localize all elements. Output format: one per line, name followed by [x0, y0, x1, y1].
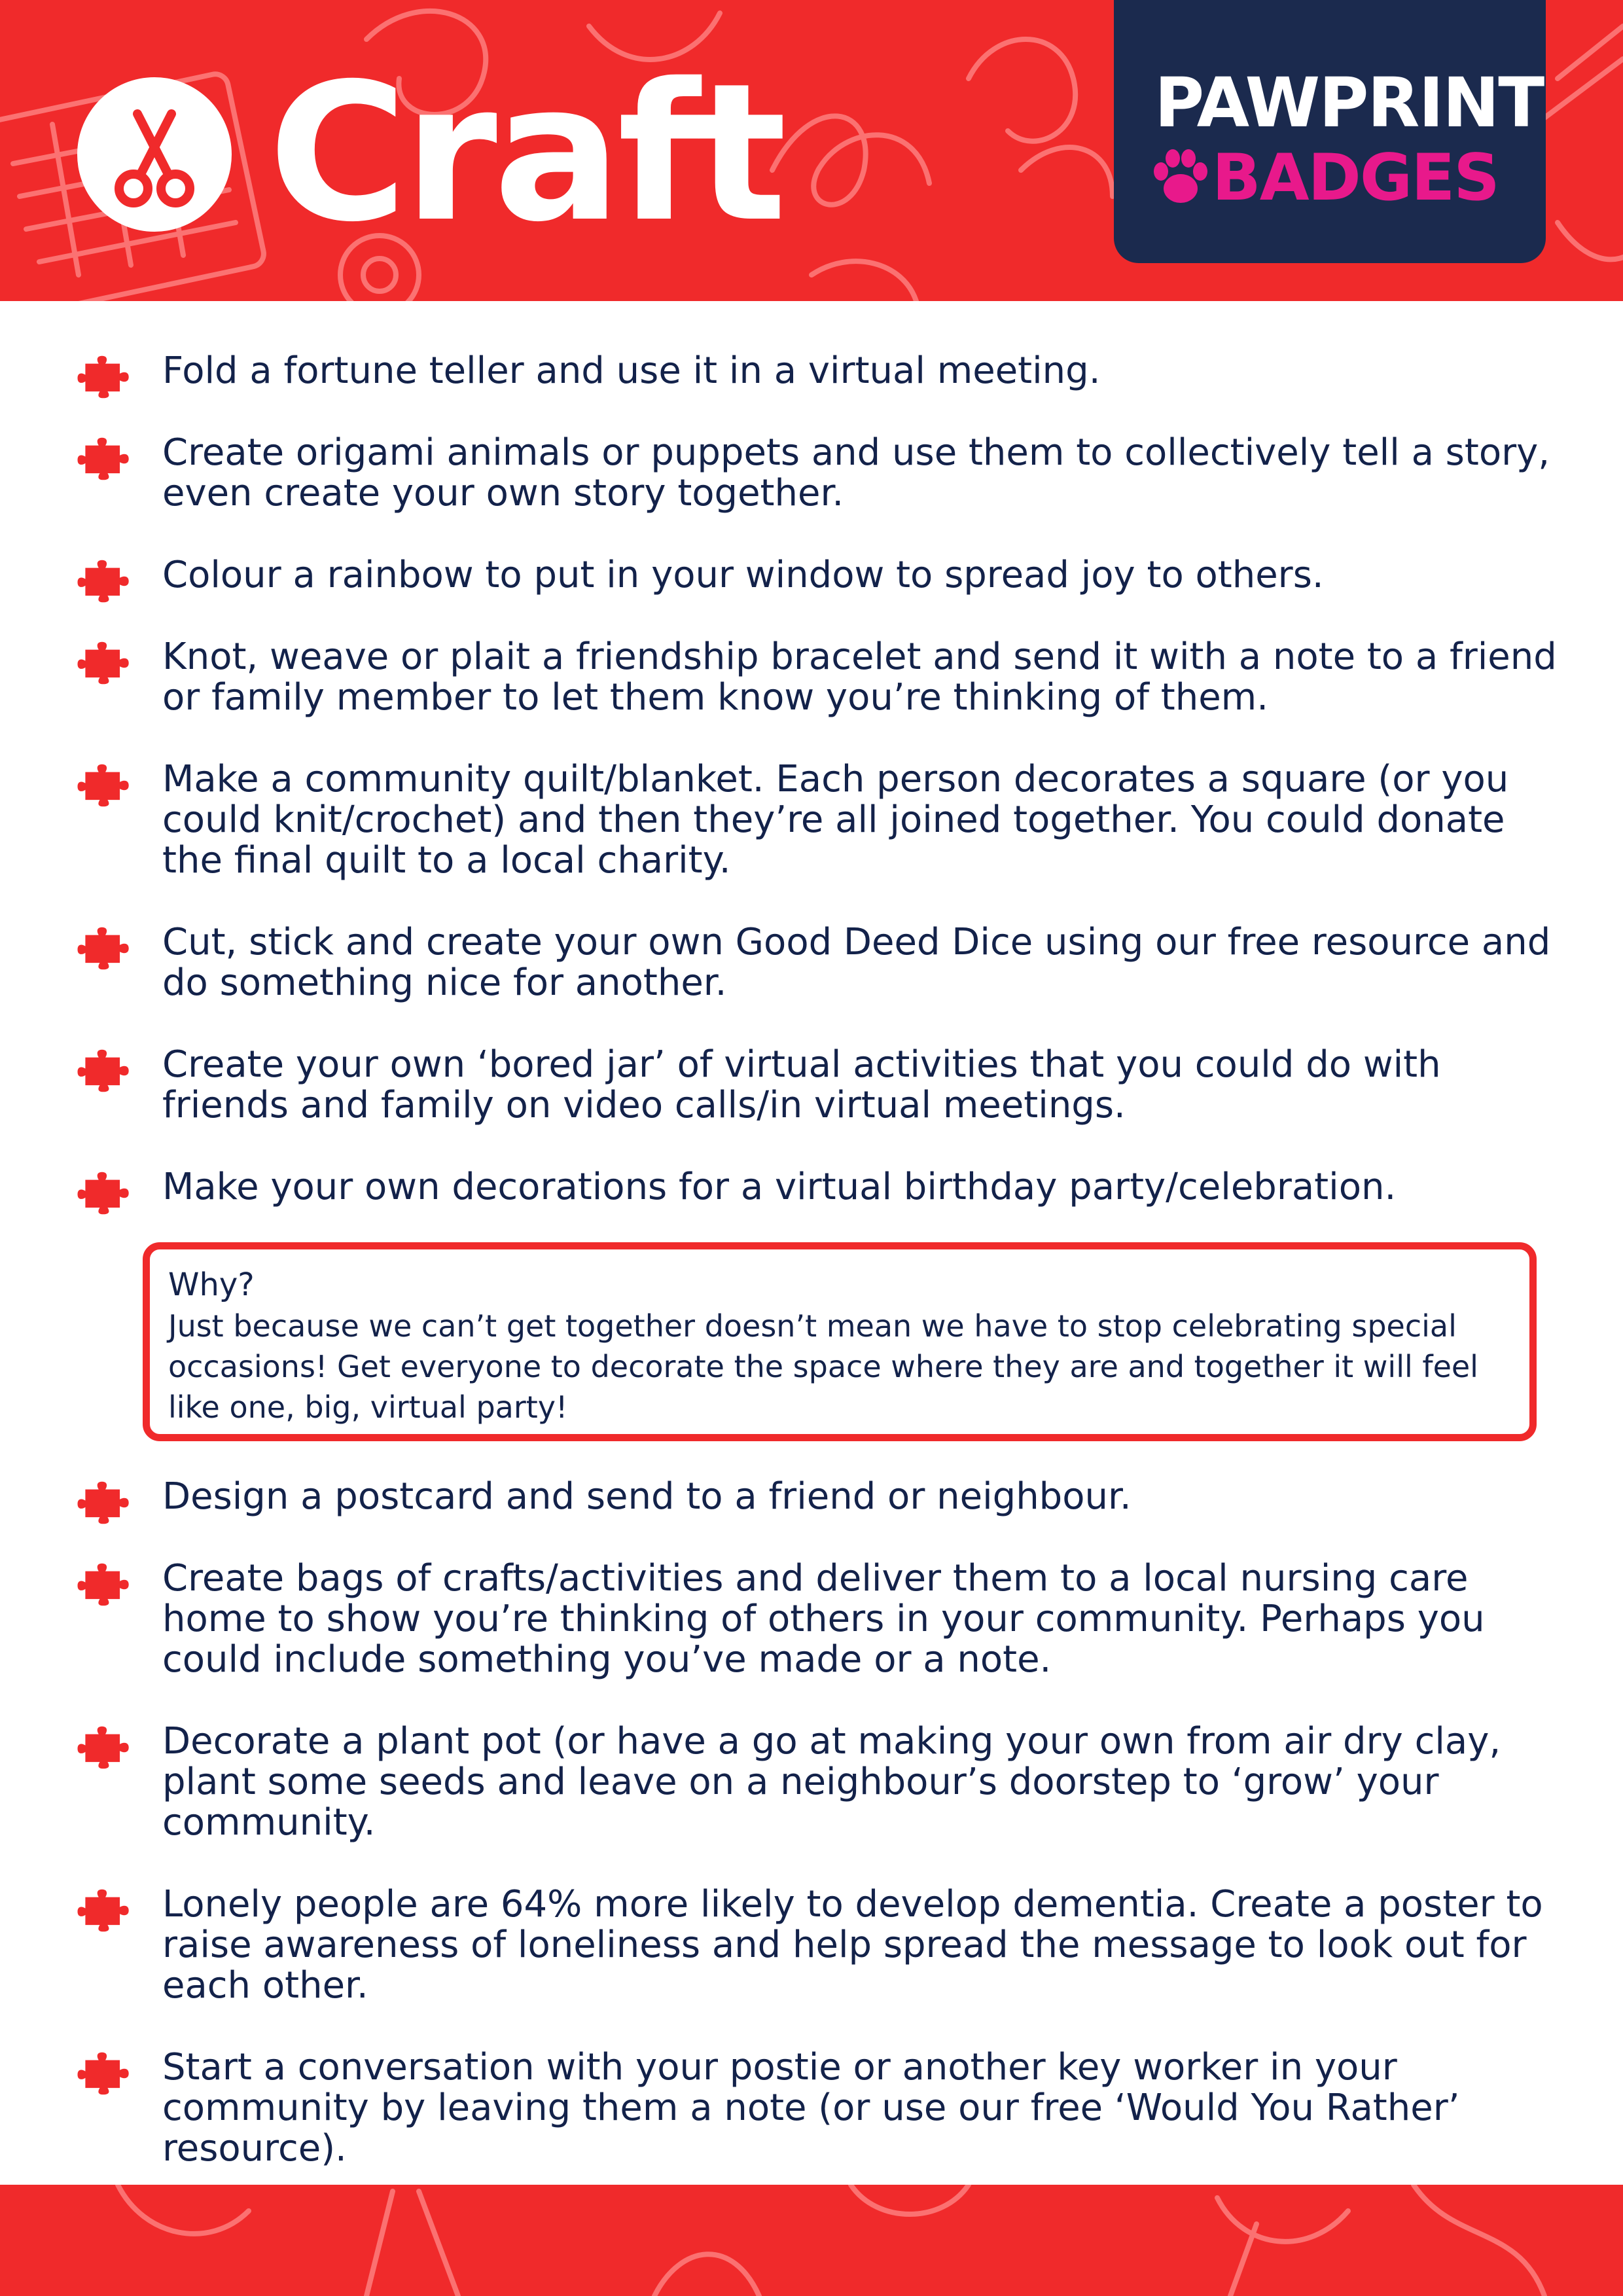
paw-icon [1150, 148, 1211, 208]
puzzle-piece-icon [77, 2051, 134, 2096]
logo-line-1: PAWPRINT [1154, 63, 1544, 143]
list-item-text: Make a community quilt/blanket. Each person decorates a square (or you could knit/crochet) and then they’re all joined together. You could donate the final quilt to a local charity. [162, 758, 1509, 882]
puzzle-piece-icon [77, 437, 134, 481]
doodle-background [0, 2185, 1623, 2296]
why-callout [143, 1242, 1537, 1441]
puzzle-piece-icon [77, 1171, 134, 1215]
scissors-icon [77, 77, 232, 232]
puzzle-piece-icon [77, 641, 134, 685]
list-item-text: Start a conversation with your postie or another key worker in your community by leaving them a note (or use our free ‘Would You Rather’ resource). [162, 2046, 1460, 2170]
why-body: Just because we can’t get together doesn’t mean we have to stop celebrating special occasions! Get everyone to decorate the space where they are and together it will feel like one, big, virtual party! [168, 1308, 1478, 1425]
list-item-text: Colour a rainbow to put in your window to spread joy to others. [162, 554, 1324, 596]
list-item-text: Decorate a plant pot (or have a go at making your own from air dry clay, plant some seeds and leave on a neighbour’s doorstep to ‘grow’ your community. [162, 1720, 1501, 1844]
puzzle-piece-icon [77, 926, 134, 971]
why-title: Why? [168, 1266, 255, 1303]
list-item-text: Create bags of crafts/activities and deliver them to a local nursing care home to show you’re thinking of others in your community. Perhaps you could include something you’ve made or a note. [162, 1557, 1485, 1681]
puzzle-piece-icon [77, 1562, 134, 1607]
scissors-badge [77, 77, 232, 232]
list-item-text: Create your own ‘bored jar’ of virtual activities that you could do with friends and family on video calls/in virtual meetings. [162, 1043, 1441, 1126]
list-item-text: Design a postcard and send to a friend or neighbour. [162, 1475, 1132, 1518]
list-item-text: Create origami animals or puppets and use them to collectively tell a story, even create your own story together. [162, 431, 1550, 514]
list-item-text: Cut, stick and create your own Good Deed Dice using our free resource and do something nice for another. [162, 921, 1551, 1004]
list-item-text: Make your own decorations for a virtual birthday party/celebration. [162, 1166, 1397, 1208]
logo-line-2: BADGES [1212, 141, 1499, 215]
puzzle-piece-icon [77, 1888, 134, 1933]
page-title: Craft [268, 43, 783, 264]
list-item-text: Fold a fortune teller and use it in a virtual meeting. [162, 350, 1101, 392]
puzzle-piece-icon [77, 763, 134, 808]
pawprint-badges-logo [1114, 0, 1546, 263]
puzzle-piece-icon [77, 1049, 134, 1093]
footer-banner [0, 2185, 1623, 2296]
puzzle-piece-icon [77, 1725, 134, 1770]
puzzle-piece-icon [77, 355, 134, 399]
list-item-text: Lonely people are 64% more likely to develop dementia. Create a poster to raise awareness of loneliness and help spread the message to look out for each other. [162, 1883, 1543, 2007]
puzzle-piece-icon [77, 1480, 134, 1525]
header-banner [0, 0, 1623, 301]
puzzle-piece-icon [77, 559, 134, 603]
list-item-text: Knot, weave or plait a friendship bracelet and send it with a note to a friend or family member to let them know you’re thinking of them. [162, 636, 1557, 719]
